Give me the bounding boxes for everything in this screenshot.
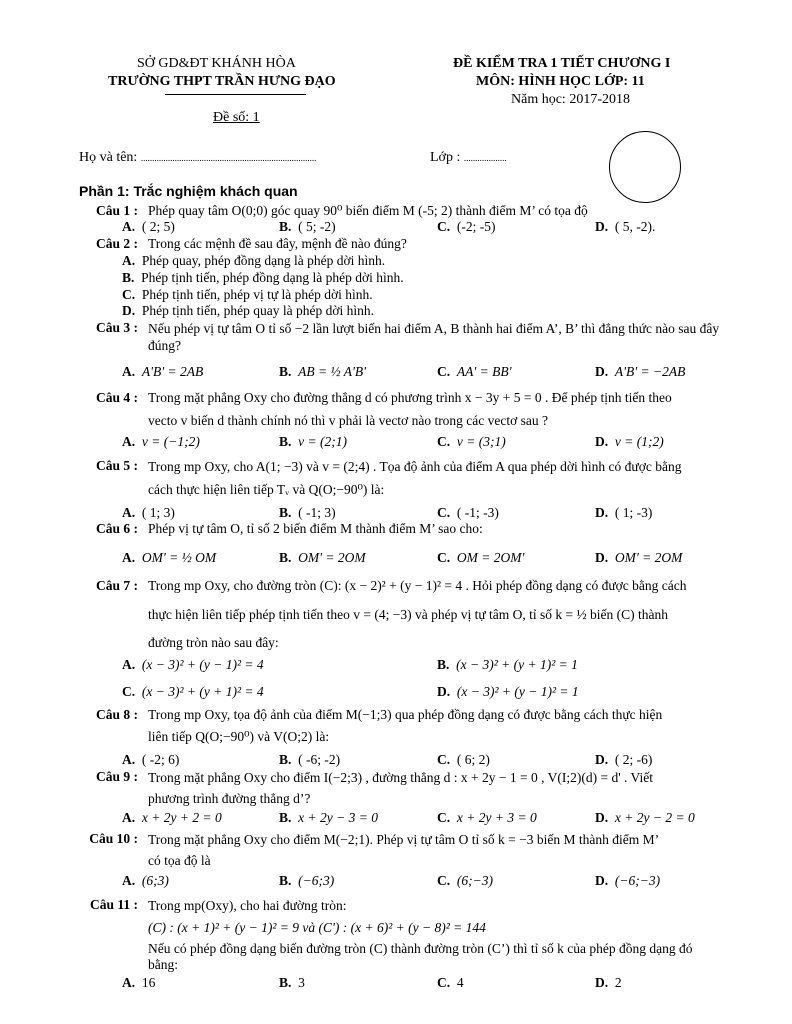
exam-code: Đề số: 1 [213,110,260,125]
option-c[interactable]: v = (3;1) [456,434,506,449]
option-c[interactable]: 4 [456,975,464,990]
question-text-2: có tọa độ là [148,853,211,868]
option-b[interactable]: ( -6; -2) [298,752,341,767]
question-text: Trong các mệnh đề sau đây, mệnh đề nào đúng? [148,236,407,251]
option-c[interactable]: ( 6; 2) [456,752,490,767]
question-label: Câu 1 : [95,203,138,218]
school-name: TRƯỜNG THPT TRẦN HƯNG ĐẠO [108,74,336,89]
option-c[interactable]: (x − 3)² + (y + 1)² = 4 [141,684,264,699]
department: SỞ GD&ĐT KHÁNH HÒA [137,56,296,71]
option-a[interactable]: OM' = ½ OM [141,550,217,565]
option-c[interactable]: Phép tịnh tiến, phép vị tự là phép dời hình. [141,287,373,302]
option-b[interactable]: v = (2;1) [298,434,347,449]
option-c[interactable]: x + 2y + 3 = 0 [456,810,537,825]
option-b[interactable]: 3 [298,975,305,990]
option-a[interactable]: (x − 3)² + (y − 1)² = 4 [141,657,264,672]
option-a[interactable]: ( 1; 3) [141,505,175,520]
name-dots: .............................................................................. [140,153,317,163]
option-c[interactable]: OM = 2OM' [456,550,525,565]
subject: MÔN: HÌNH HỌC LỚP: 11 [476,74,645,89]
option-a[interactable]: (6;3) [141,873,169,888]
class-label: Lớp : [430,150,461,165]
option-a[interactable]: ( -2; 6) [141,752,180,767]
question-text-2: (C) : (x + 1)² + (y − 1)² = 9 và (C') : (x + 6)² + (y − 8)² = 144 [148,920,486,935]
question-text: Trong mp Oxy, tọa độ ảnh của điểm M(−1;3) qua phép đồng dạng có được bằng cách thực hiện [148,707,663,722]
question-text: Trong mp(Oxy), cho hai đường tròn: [148,898,347,913]
option-d[interactable]: (x − 3)² + (y − 1)² = 1 [456,684,579,699]
option-a[interactable]: v = (−1;2) [141,434,200,449]
question-text: Trong mặt phẳng Oxy cho điểm I(−2;3) , đường thẳng d : x + 2y − 1 = 0 , V(I;2)(d) = d' . Viết [148,770,653,785]
question-text-4: bằng: [148,957,178,972]
option-d[interactable]: ( 5, -2). [614,219,656,234]
option-row: A. ( 2; 5) [122,219,175,234]
option-d[interactable]: x + 2y − 2 = 0 [614,810,695,825]
question-label: Câu 10 : [89,831,138,846]
option-b[interactable]: Phép tịnh tiến, phép đồng dạng là phép dời hình. [141,270,404,285]
question-text-2: vecto v biến d thành chính nó thì v phải là vectơ nào trong các vectơ sau ? [148,413,549,428]
question-text-3: đường tròn nào sau đây: [148,635,279,650]
score-circle [609,131,681,203]
option-d[interactable]: A'B' = −2AB [614,364,686,379]
question-text: Nếu phép vị tự tâm O tỉ số −2 lần lượt biến hai điểm A, B thành hai điểm A’, B’ thì đẳng thức nào sau đây đúng? [148,321,720,353]
option-a[interactable]: Phép quay, phép đồng dạng là phép dời hình. [141,253,386,268]
option-c[interactable]: (-2; -5) [456,219,496,234]
question-text-3: Nếu có phép đồng dạng biến đường tròn (C) thành đường tròn (C’) thì tỉ số k của phép đồng dạng đó [148,941,693,956]
part1-heading: Phần 1: Trắc nghiệm khách quan [79,183,298,199]
option-a[interactable]: A'B' = 2AB [141,364,204,379]
option-b[interactable]: (x − 3)² + (y + 1)² = 1 [456,657,578,672]
question-text: Trong mặt phẳng Oxy cho đường thẳng d có phương trình x − 3y + 5 = 0 . Để phép tịnh tiến theo [148,390,672,405]
option-b[interactable]: ( -1; 3) [298,505,336,520]
option-b[interactable]: x + 2y − 3 = 0 [298,810,378,825]
class-line[interactable] [430,150,507,166]
question-label: Câu 6 : [95,521,138,536]
option-b[interactable]: OM' = 2OM [298,550,366,565]
question-label: Câu 5 : [95,458,138,473]
option-d[interactable]: ( 2; -6) [614,752,653,767]
option-b[interactable]: AB = ½ A'B' [298,364,367,379]
option-d[interactable]: OM' = 2OM [614,550,683,565]
option-d[interactable]: 2 [614,975,622,990]
name-line[interactable] [79,150,316,166]
school-year: Năm học: 2017-2018 [511,92,630,107]
question-text-2: phương trình đường thẳng d’? [148,791,311,806]
option-d[interactable]: (−6;−3) [614,873,661,888]
question-text: Trong mặt phẳng Oxy cho điểm M(−2;1). Phép vị tự tâm O tỉ số k = −3 biến M thành điểm M’ [148,832,660,847]
option-c[interactable]: AA' = BB' [456,364,512,379]
question-label: Câu 4 : [95,390,138,405]
question-label: Câu 8 : [95,707,138,722]
option-d[interactable]: Phép tịnh tiến, phép quay là phép dời hình. [141,303,374,318]
question-text-2: cách thực hiện liên tiếp Tᵥ và Q(O;−90⁰) là: [148,482,385,497]
question-text: Phép vị tự tâm O, tỉ số 2 biến điểm M thành điểm M’ sao cho: [148,521,483,536]
option-a[interactable]: x + 2y + 2 = 0 [141,810,222,825]
question-label: Câu 9 : [95,769,138,784]
option-d[interactable]: v = (1;2) [614,434,664,449]
question-text: Trong mp Oxy, cho A(1; −3) và v = (2;4) . Tọa độ ảnh của điểm A qua phép dời hình có được bằng [148,459,682,474]
name-label: Họ và tên: [79,150,138,165]
question-label: Câu 3 : [95,320,138,335]
question-text: Trong mp Oxy, cho đường tròn (C): (x − 2)² + (y − 1)² = 4 . Hỏi phép đồng dạng có được bằng cách [148,578,687,593]
question-label: Câu 11 : [89,897,138,912]
exam-title: ĐỀ KIỂM TRA 1 TIẾT CHƯƠNG I [453,56,671,71]
option-d[interactable]: ( 1; -3) [614,505,653,520]
option-c[interactable]: (6;−3) [456,873,493,888]
question-text-2: thực hiện liên tiếp phép tịnh tiến theo v = (4; −3) và phép vị tự tâm O, tỉ số k = ½ biến (C) thành [148,607,669,622]
question-text: Phép quay tâm O(0;0) góc quay 90⁰ biến điểm M (-5; 2) thành điểm M’ có tọa độ [148,203,588,218]
question-text-2: liên tiếp Q(O;−90⁰) và V(O;2) là: [148,729,330,744]
class-dots: ................... [463,153,507,163]
header-rule [165,94,306,95]
question-label: Câu 2 : [95,236,138,251]
question-label: Câu 7 : [95,578,138,593]
option-b[interactable]: (−6;3) [298,873,335,888]
option-c[interactable]: ( -1; -3) [456,505,499,520]
option-b[interactable]: ( 5; -2) [298,219,336,234]
option-a[interactable]: 16 [141,975,156,990]
option-a[interactable]: ( 2; 5) [141,219,175,234]
